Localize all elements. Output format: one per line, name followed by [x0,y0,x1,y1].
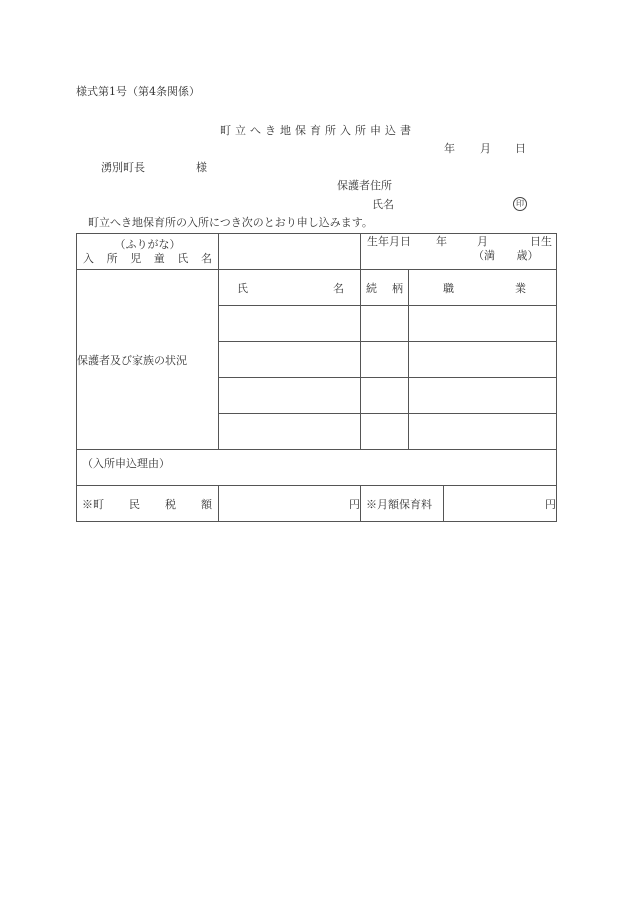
family-section-label: 保護者及び家族の状況 [77,270,219,450]
family-name-input[interactable] [219,378,361,414]
reason-input[interactable] [77,450,557,486]
date-month: 月 [480,142,491,155]
fee-amount-input[interactable]: 円 [444,486,557,522]
family-name-input[interactable] [219,306,361,342]
reason-row [77,450,557,486]
family-occupation-input[interactable] [409,378,557,414]
page-title: 町立へき地保育所入所申込書 [220,124,415,137]
child-name-input[interactable] [219,234,361,270]
tax-amount-input[interactable]: 円 [219,486,361,522]
birthdate-label: 生年月日 [367,235,411,248]
child-name-label-cell [77,234,219,270]
family-relation-input[interactable] [361,306,409,342]
addressee-name: 湧別町長 [101,161,145,174]
applicant-name-label: 氏名 [372,198,394,211]
addressee-honorific: 様 [196,161,207,174]
family-name-input[interactable] [219,342,361,378]
family-relation-input[interactable] [361,378,409,414]
family-occupation-input[interactable] [409,414,557,450]
age-open: （満 [473,249,495,262]
family-relation-input[interactable] [361,342,409,378]
family-occupation-input[interactable] [409,342,557,378]
form-number: 様式第1号（第4条関係） [76,85,200,98]
furigana-label: （ふりがな） [114,237,181,251]
reason-label: （入所申込理由） [82,457,170,470]
fee-label: ※月額保育料 [361,486,444,522]
birthdate-cell[interactable]: 生年月日 年 月 日生 （満 歳） [361,234,557,270]
family-relation-input[interactable] [361,414,409,450]
intro-text: 町立へき地保育所の入所につき次のとおり申し込みます。 [88,216,373,229]
family-occupation-input[interactable] [409,306,557,342]
family-name-input[interactable] [219,414,361,450]
date-year: 年 [444,142,455,155]
child-row [77,234,557,270]
child-name-label: 入 所 児 童 氏 名 [83,251,212,265]
seal-icon: 印 [513,197,527,211]
date-day: 日 [515,142,526,155]
age-close: 歳） [516,249,539,262]
tax-label-cell: ※町 民 税 額 [77,486,219,522]
tax-fee-row [77,486,557,522]
family-header-row: 保護者及び家族の状況 氏 名 続 柄 職 業 [77,270,557,306]
application-table [76,233,557,522]
applicant-address-label: 保護者住所 [337,179,392,192]
